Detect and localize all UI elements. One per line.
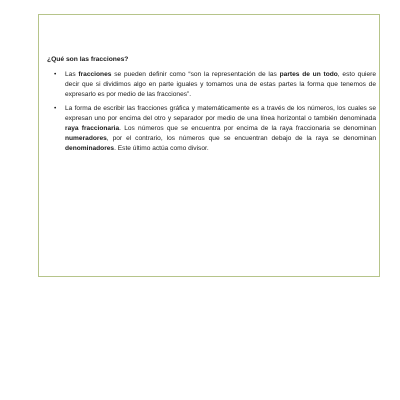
text-run: , esto quiere decir que si dividimos algo en parte iguales y tomamos una de estas partes la forma que tenemos de expresarlo es por medio de las fracciones”. [65, 71, 376, 99]
text-run: . Los números que se encuentra por encima de la raya fraccionaria se denominan [119, 125, 376, 133]
bullet-icon: • [54, 71, 57, 79]
bullet-list [47, 70, 376, 154]
bold-term-fracciones: fracciones [78, 71, 112, 79]
list-item-definition [47, 70, 376, 100]
text-run: , por el contrario, los números que se encuentran debajo de la raya se denominan [106, 135, 376, 143]
bold-term-partes-de-un-todo: partes de un todo [279, 71, 338, 79]
text-run: . Este último actúa como divisor. [114, 145, 209, 153]
bold-term-raya-fraccionaria: raya fraccionaria [65, 125, 120, 133]
text-run: Las [65, 71, 79, 79]
text-run: se pueden definir como “son la representación de las [111, 71, 280, 79]
list-item-notation [47, 104, 376, 154]
bold-term-numeradores: numeradores [65, 135, 107, 143]
bullet-icon: • [54, 105, 57, 113]
section-title: ¿Qué son las fracciones? [47, 56, 129, 63]
text-run: La forma de escribir las fracciones gráfica y matemáticamente es a través de los números, los cuales se expresan uno por encima del otro y separador por medio de una línea horizontal o también denominada [65, 105, 376, 123]
document-content [47, 56, 376, 158]
bold-term-denominadores: denominadores [65, 145, 115, 153]
